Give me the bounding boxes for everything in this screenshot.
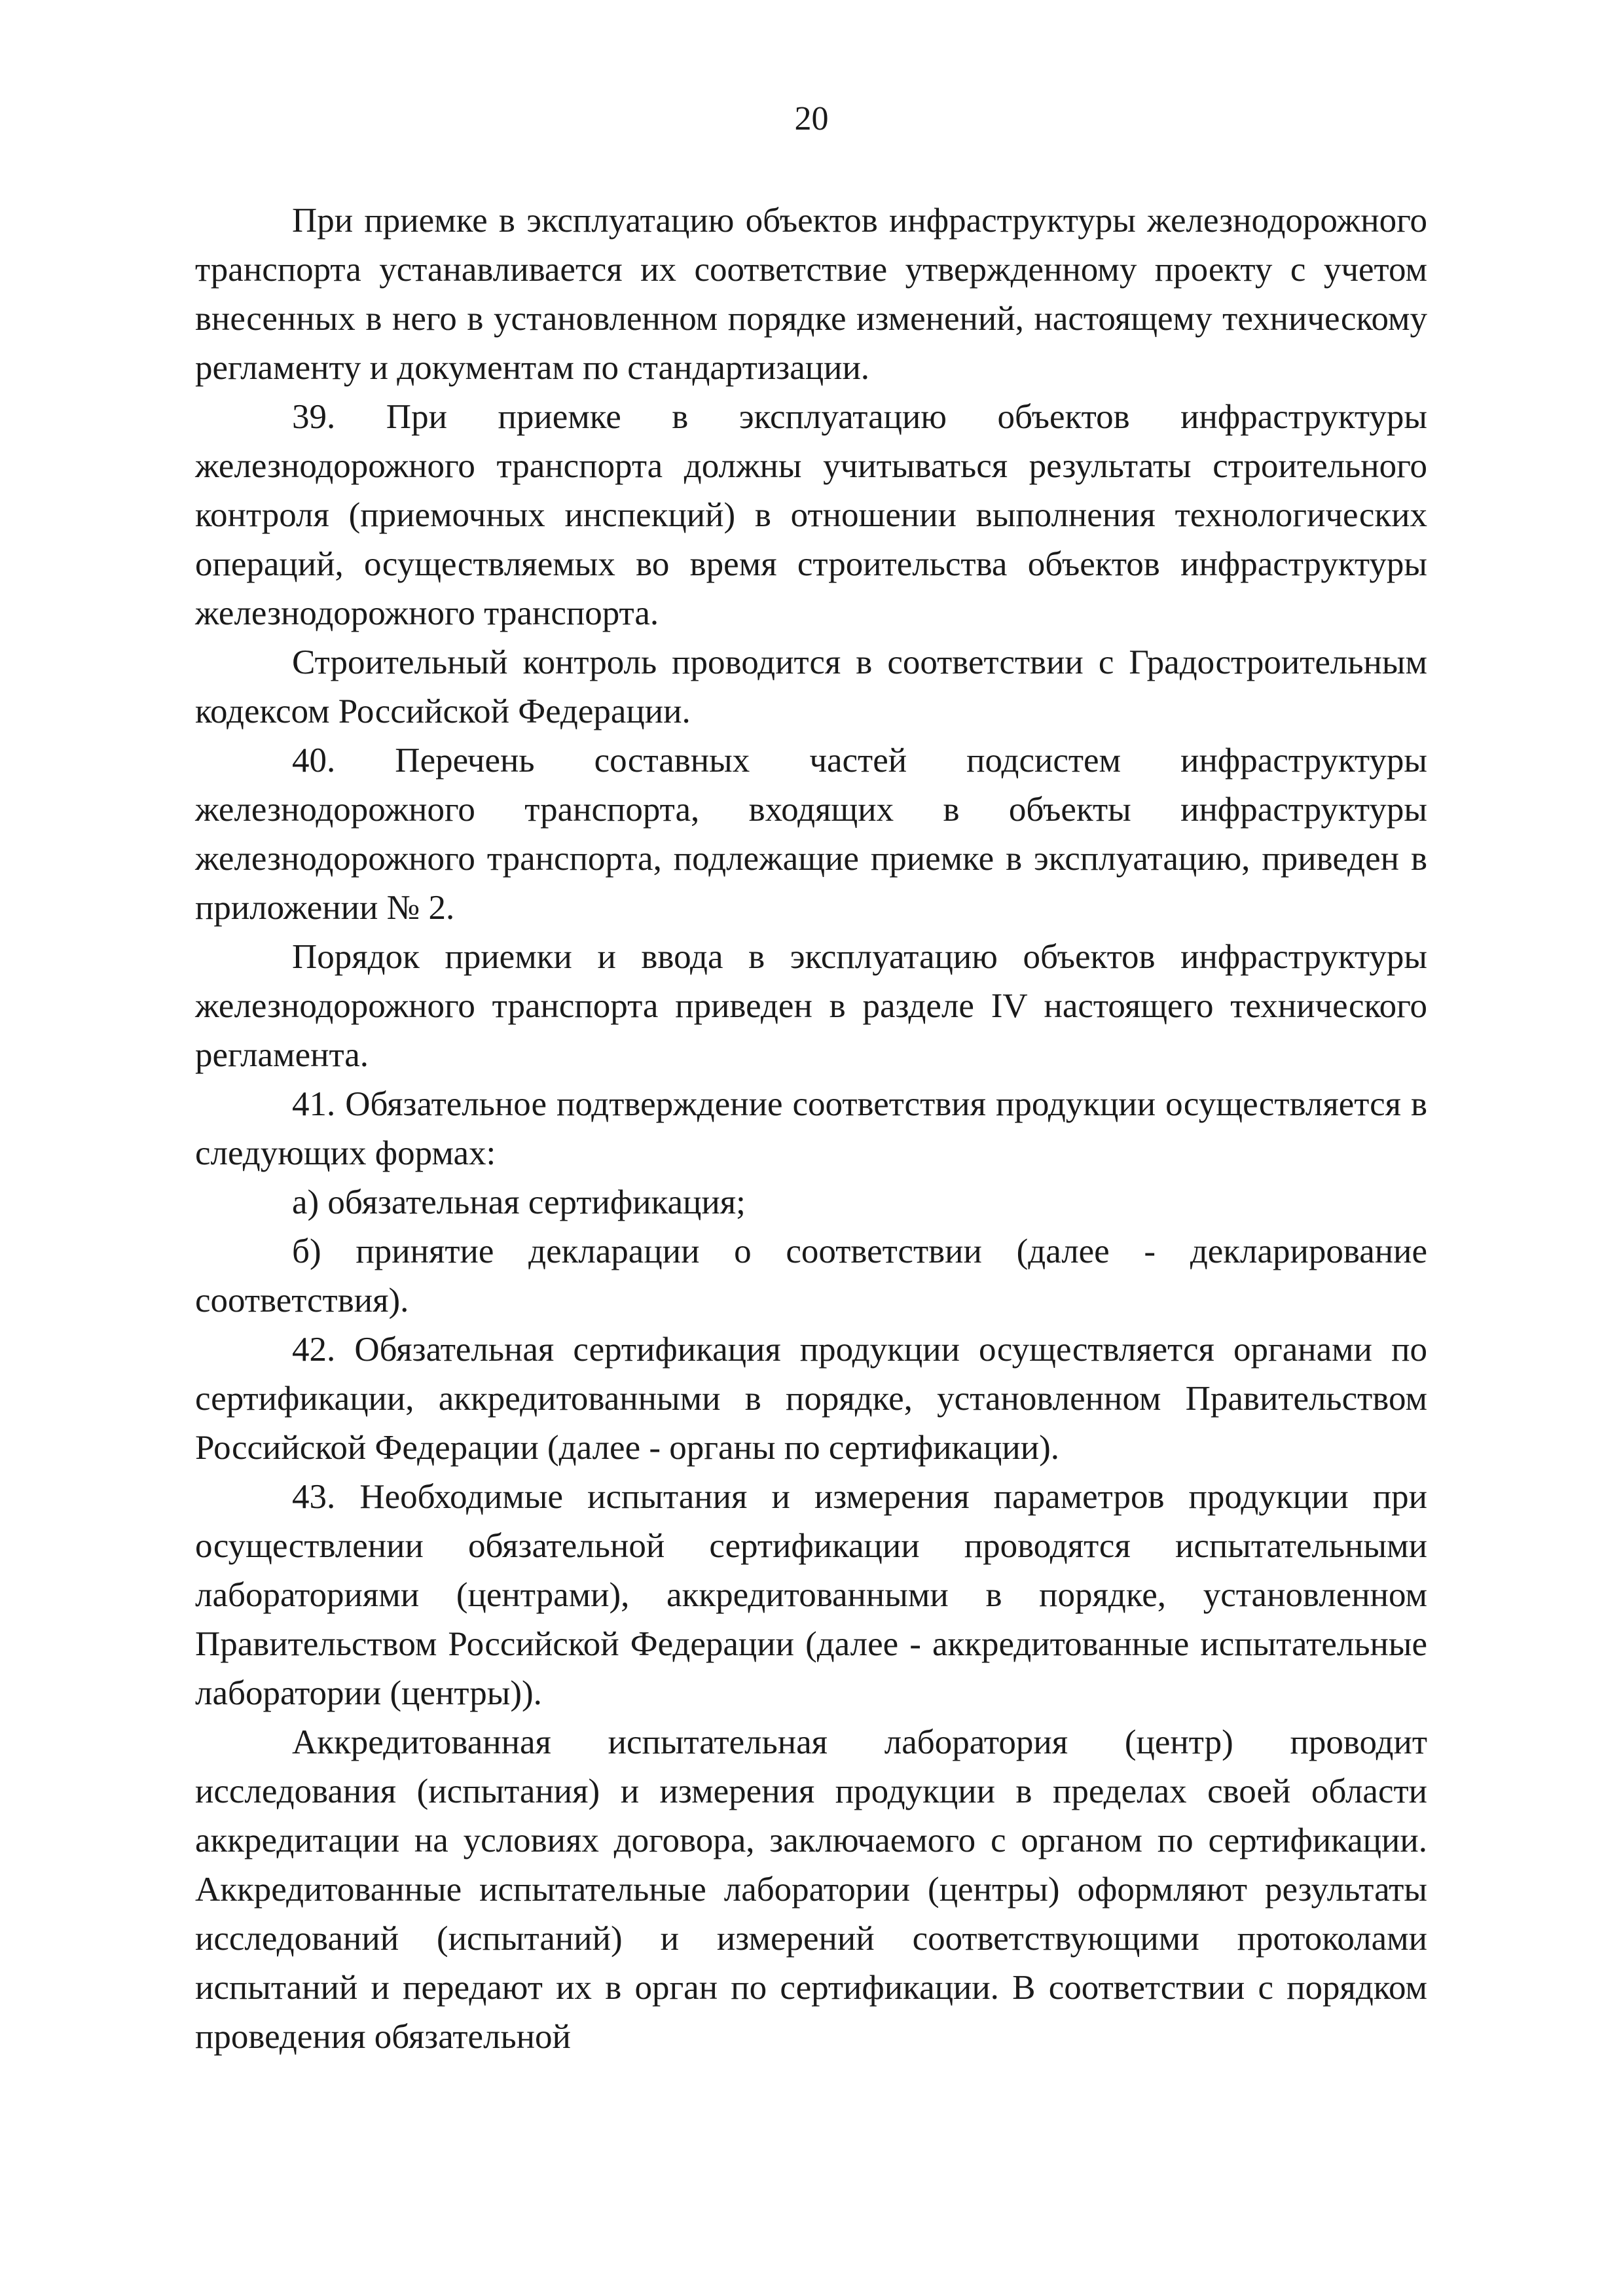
paragraph-acceptance-compliance: При приемке в эксплуатацию объектов инфраструктуры железнодорожного транспорта устанавливается их соответствие утвержденному проекту с учетом внесенных в него в установленном порядке изменений, настоящему техническому регламенту и документам по стандартизации. [195,202,1427,387]
paragraph-43: 43. Необходимые испытания и измерения параметров продукции при осуществлении обязательной сертификации проводятся испытательными лабораториями (центрами), аккредитованными в порядке, установленном Правительством Российской Федерации (далее - аккредитованные испытательные лаборатории (центры)). [195,1478,1427,1712]
list-item-a: а) обязательная сертификация; [292,1183,746,1221]
document-body [195,196,1427,2062]
list-item-b: б) принятие декларации о соответствии (далее - декларирование соответствия). [195,1232,1427,1319]
paragraph-accredited-lab: Аккредитованная испытательная лаборатория (центр) проводит исследования (испытания) и измерения продукции в пределах своей области аккредитации на условиях договора, заключаемого с органом по сертификации. Аккредитованные испытательные лаборатории (центры) оформляют результаты исследований (испытаний) и измерений соответствующими протоколами испытаний и передают их в орган по сертификации. В соответствии с порядком проведения обязательной [195,1723,1427,2056]
paragraph-construction-control: Строительный контроль проводится в соответствии с Градостроительным кодексом Российской Федерации. [195,643,1427,730]
page-number: 20 [794,100,829,137]
paragraph-42: 42. Обязательная сертификация продукции осуществляется органами по сертификации, аккредитованными в порядке, установленном Правительством Российской Федерации (далее - органы по сертификации). [195,1331,1427,1467]
paragraph-41: 41. Обязательное подтверждение соответствия продукции осуществляется в следующих формах: [195,1085,1427,1172]
paragraph-40: 40. Перечень составных частей подсистем инфраструктуры железнодорожного транспорта, входящих в объекты инфраструктуры железнодорожного транспорта, подлежащие приемке в эксплуатацию, приведен в приложении № 2. [195,742,1427,927]
paragraph-acceptance-procedure: Порядок приемки и ввода в эксплуатацию объектов инфраструктуры железнодорожного транспорта приведен в разделе IV настоящего технического регламента. [195,938,1427,1074]
paragraph-39: 39. При приемке в эксплуатацию объектов инфраструктуры железнодорожного транспорта должны учитываться результаты строительного контроля (приемочных инспекций) в отношении выполнения технологических операций, осуществляемых во время строительства объектов инфраструктуры железнодорожного транспорта. [195,398,1427,632]
